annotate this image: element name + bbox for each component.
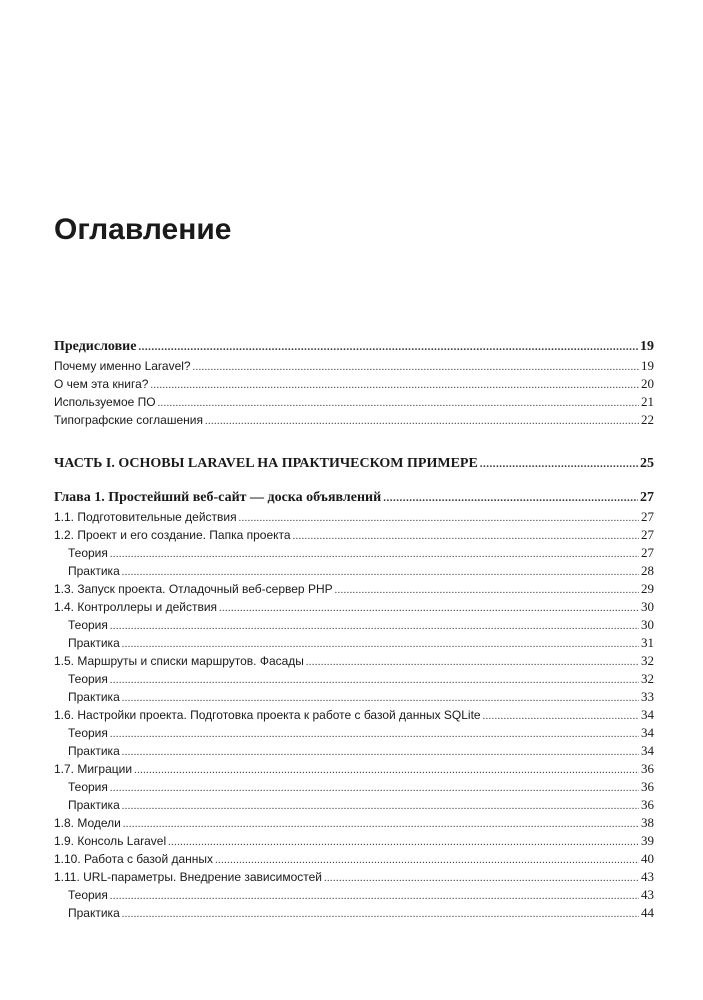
toc-entry[interactable]	[54, 526, 654, 546]
toc-subentry[interactable]	[68, 886, 654, 906]
toc-page-number: 30	[641, 599, 654, 614]
toc-page-number: 36	[641, 761, 654, 776]
toc-entry-label: 1.4. Контроллеры и действия	[54, 600, 218, 614]
toc-part-heading[interactable]	[54, 455, 654, 473]
toc-entry-label: Теория	[68, 672, 108, 686]
toc-entry[interactable]	[54, 393, 654, 413]
toc-entry-label: Теория	[68, 726, 108, 740]
toc-subentry[interactable]	[68, 724, 654, 744]
toc-page-number: 34	[641, 743, 654, 758]
toc-entry[interactable]	[54, 357, 654, 377]
toc-entry[interactable]	[54, 580, 654, 600]
toc-entry-label: Практика	[68, 906, 120, 920]
toc-entry-label: 1.9. Консоль Laravel	[54, 834, 167, 848]
dot-leader	[138, 338, 638, 356]
toc-entry-label: 1.11. URL-параметры. Внедрение зависимостей	[54, 870, 322, 884]
toc-page-number: 36	[641, 779, 654, 794]
table-of-contents	[54, 0, 654, 1000]
toc-entry-label: Теория	[68, 888, 108, 902]
toc-page-number: 19	[641, 358, 654, 373]
toc-entry-label: Почему именно Laravel?	[54, 359, 191, 373]
toc-page-number: 44	[641, 905, 654, 920]
toc-page-number: 27	[640, 490, 654, 505]
toc-entry-label: 1.8. Модели	[54, 816, 121, 830]
toc-entry-label: Практика	[68, 636, 120, 650]
toc-subentry[interactable]	[68, 562, 654, 582]
toc-entry-label: Типографские соглашения	[54, 413, 203, 427]
toc-entry-label: Предисловие	[54, 339, 137, 354]
toc-page-number: 43	[641, 887, 654, 902]
toc-entry[interactable]	[54, 814, 654, 834]
toc-entry-label: Используемое ПО	[54, 395, 156, 409]
toc-page-number: 27	[641, 509, 654, 524]
toc-entry-label: Глава 1. Простейший веб-сайт — доска объявлений	[54, 490, 382, 505]
dot-leader	[383, 489, 638, 507]
toc-entry[interactable]	[54, 598, 654, 618]
toc-entry-label: ЧАСТЬ I. ОСНОВЫ LARAVEL НА ПРАКТИЧЕСКОМ ПРИМЕРЕ	[54, 456, 478, 471]
toc-entry[interactable]	[54, 868, 654, 888]
toc-page-number: 29	[641, 581, 654, 596]
toc-entry-label: Практика	[68, 744, 120, 758]
toc-entry-label: Практика	[68, 690, 120, 704]
toc-page-number: 28	[641, 563, 654, 578]
toc-page-number: 38	[641, 815, 654, 830]
toc-page-number: 27	[641, 545, 654, 560]
toc-page-number: 32	[641, 653, 654, 668]
dot-leader	[480, 455, 638, 473]
toc-subentry[interactable]	[68, 778, 654, 798]
toc-preface-heading[interactable]	[54, 338, 654, 356]
dot-leader	[122, 906, 639, 924]
toc-entry[interactable]	[54, 760, 654, 780]
toc-subentry[interactable]	[68, 742, 654, 762]
toc-entry[interactable]	[54, 508, 654, 528]
toc-page-number: 19	[640, 339, 654, 354]
page-title: Оглавление	[54, 213, 232, 246]
toc-subentry[interactable]	[68, 544, 654, 564]
toc-entry[interactable]	[54, 706, 654, 726]
toc-page-number: 20	[641, 376, 654, 391]
toc-entry[interactable]	[54, 832, 654, 852]
toc-page-number: 33	[641, 689, 654, 704]
toc-page-number: 34	[641, 725, 654, 740]
toc-page-number: 34	[641, 707, 654, 722]
toc-entry-label: Практика	[68, 798, 120, 812]
toc-chapter-heading[interactable]	[54, 489, 654, 507]
toc-entry[interactable]	[54, 411, 654, 431]
dot-leader	[205, 413, 639, 431]
toc-page-number: 36	[641, 797, 654, 812]
toc-entry-label: 1.1. Подготовительные действия	[54, 510, 237, 524]
toc-entry-label: 1.2. Проект и его создание. Папка проекта	[54, 528, 291, 542]
toc-entry-label: 1.7. Миграции	[54, 762, 133, 776]
toc-page-number: 21	[641, 394, 654, 409]
toc-page-number: 22	[641, 412, 654, 427]
toc-subentry[interactable]	[68, 688, 654, 708]
toc-entry-label: 1.6. Настройки проекта. Подготовка проекта к работе с базой данных SQLite	[54, 708, 481, 722]
toc-page-number: 43	[641, 869, 654, 884]
toc-subentry[interactable]	[68, 796, 654, 816]
toc-entry-label: 1.10. Работа с базой данных	[54, 852, 214, 866]
toc-page-number: 25	[640, 456, 654, 471]
toc-page-number: 32	[641, 671, 654, 686]
toc-entry-label: Практика	[68, 564, 120, 578]
toc-entry[interactable]	[54, 652, 654, 672]
toc-entry-label: О чем эта книга?	[54, 377, 149, 391]
toc-entry-label: Теория	[68, 618, 108, 632]
toc-subentry[interactable]	[68, 670, 654, 690]
toc-entry-label: Теория	[68, 546, 108, 560]
toc-entry-label: 1.5. Маршруты и списки маршрутов. Фасады	[54, 654, 304, 668]
toc-page-number: 27	[641, 527, 654, 542]
toc-entry-label: 1.3. Запуск проекта. Отладочный веб-сервер PHP	[54, 582, 333, 596]
toc-subentry[interactable]	[68, 616, 654, 636]
toc-page-number: 40	[641, 851, 654, 866]
toc-entry-label: Теория	[68, 780, 108, 794]
toc-page-number: 31	[641, 635, 654, 650]
toc-page-number: 39	[641, 833, 654, 848]
toc-subentry[interactable]	[68, 634, 654, 654]
toc-entry[interactable]	[54, 850, 654, 870]
toc-entry[interactable]	[54, 375, 654, 395]
toc-page-number: 30	[641, 617, 654, 632]
toc-subentry[interactable]	[68, 904, 654, 924]
